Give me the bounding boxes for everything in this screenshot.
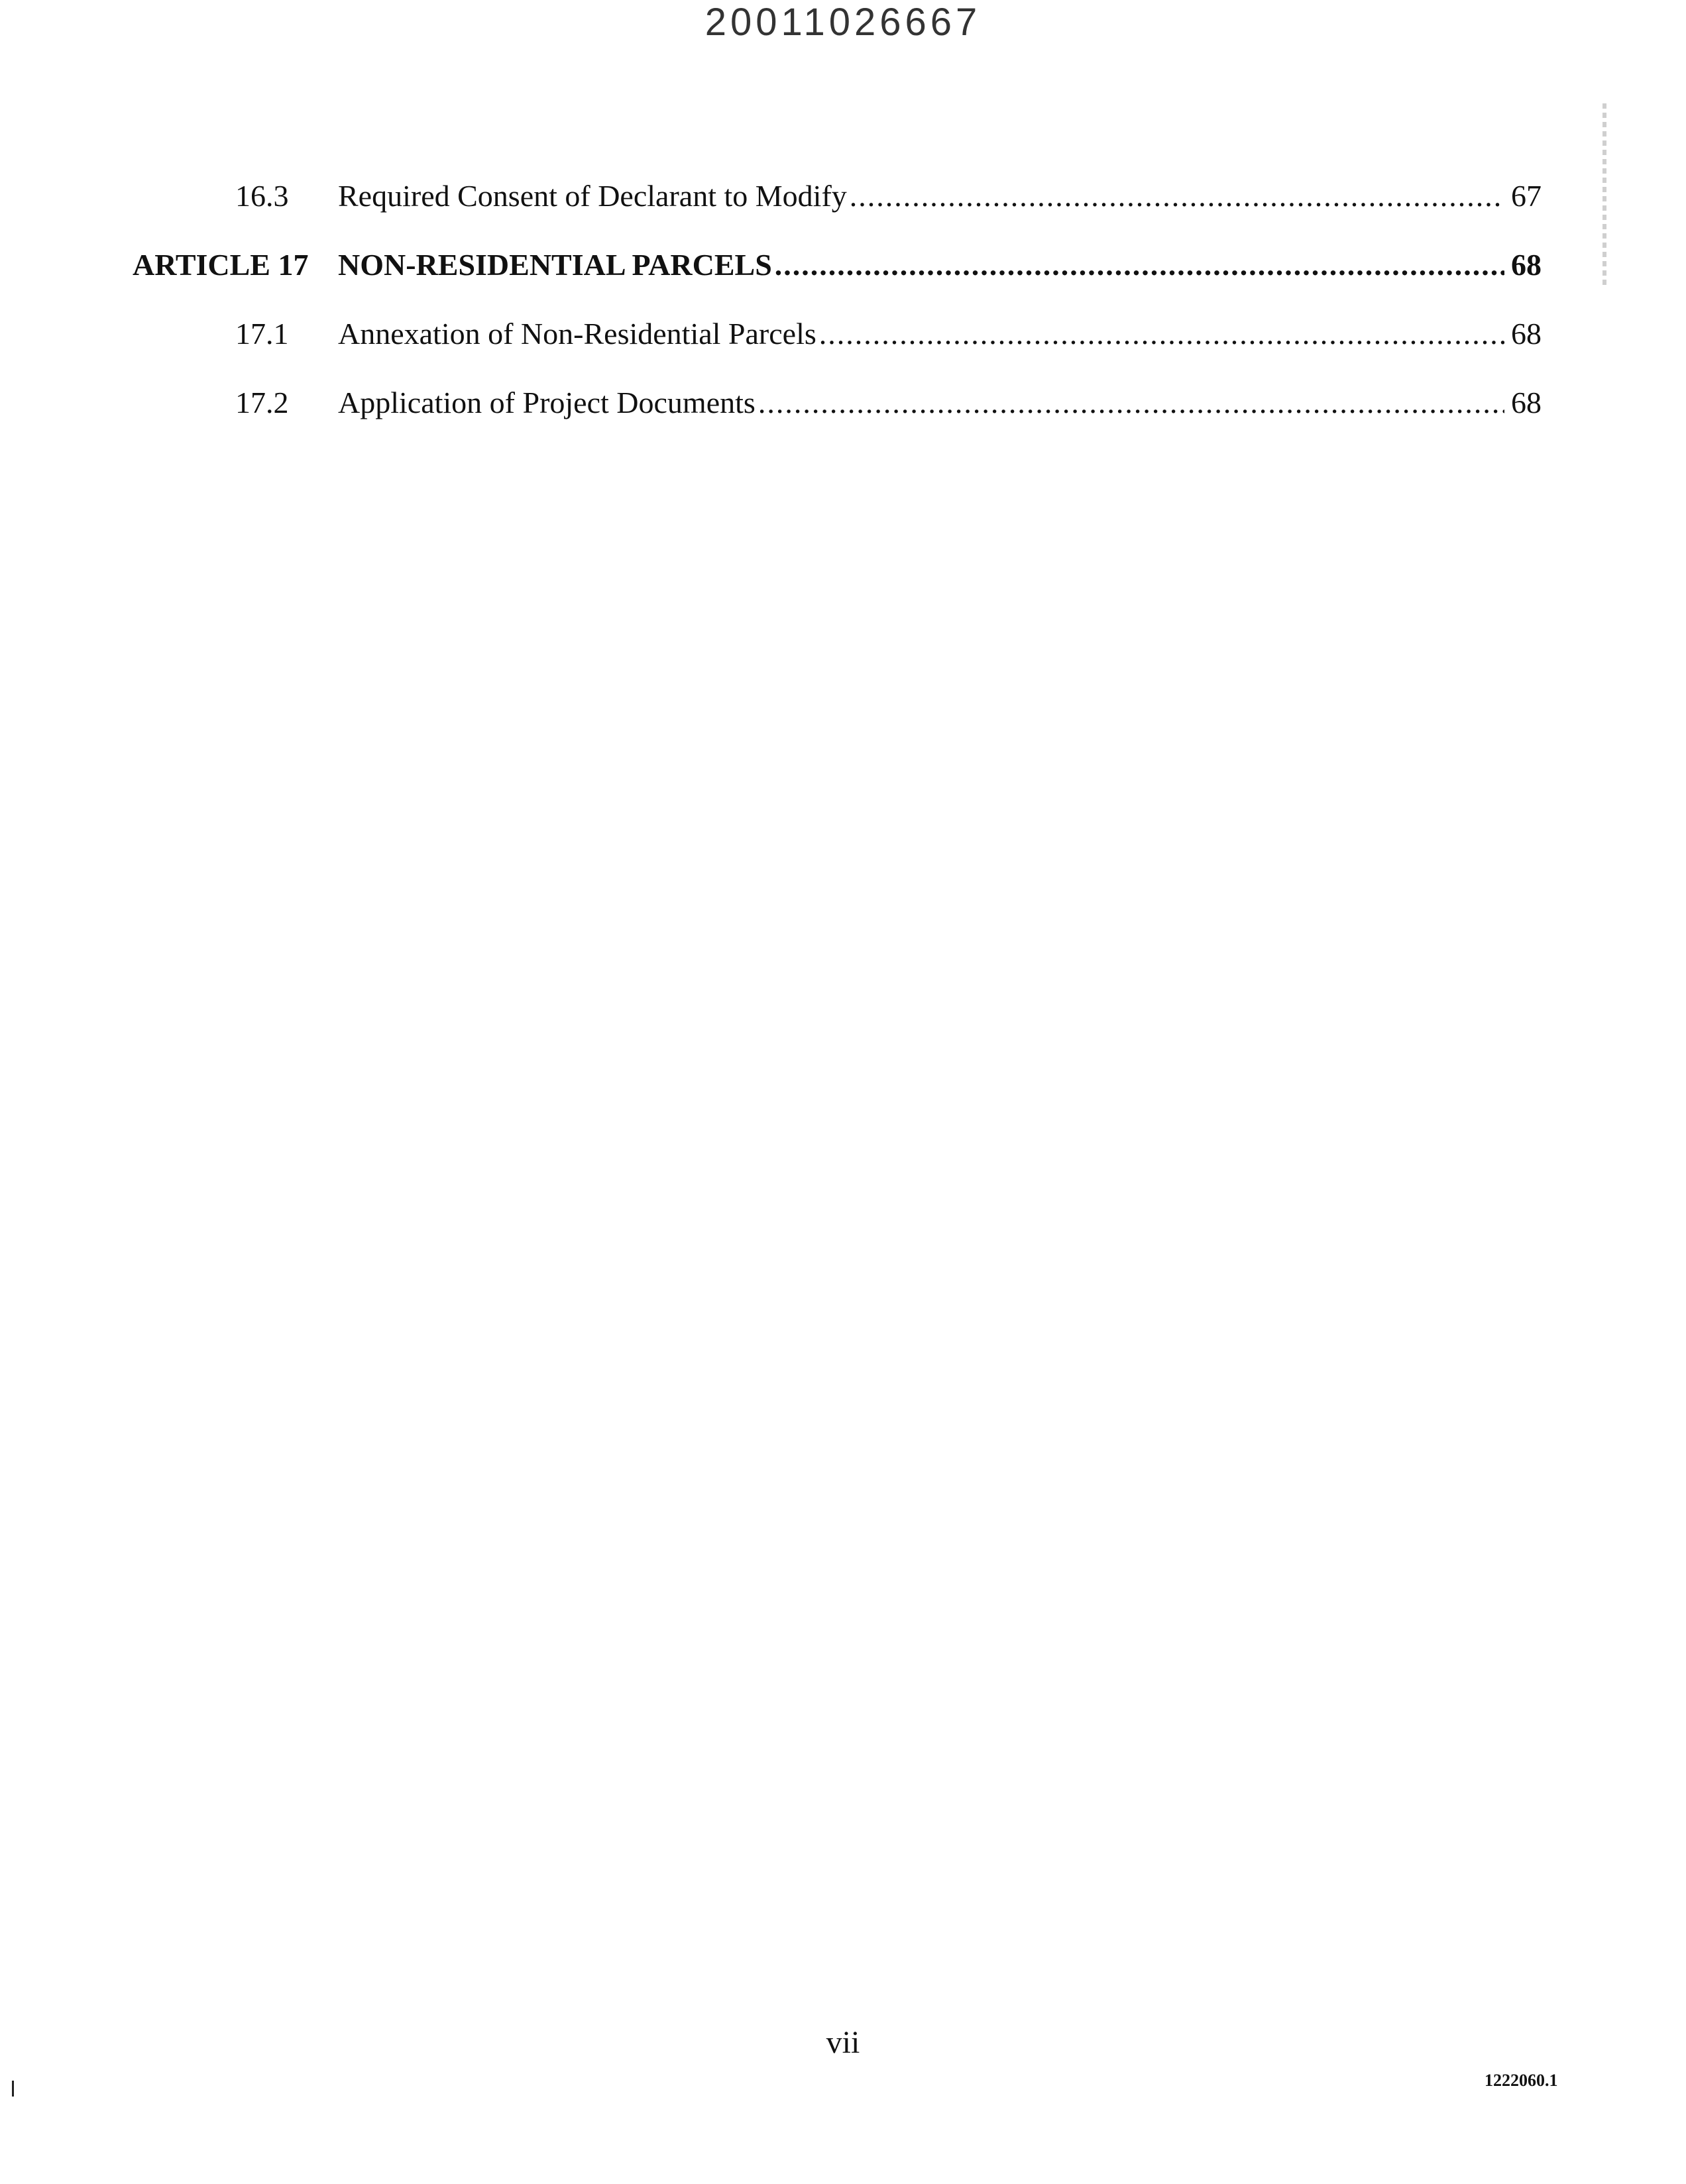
toc-entry-title-wrap bbox=[338, 248, 1511, 282]
toc-entry-17-1 bbox=[133, 317, 1551, 351]
toc-entry-title: Required Consent of Declarant to Modify bbox=[338, 179, 847, 213]
toc-entry-page: 67 bbox=[1511, 179, 1542, 213]
toc-entry-title-wrap bbox=[338, 386, 1511, 420]
toc-entry-page: 68 bbox=[1511, 317, 1542, 351]
toc-entry-16-3 bbox=[133, 179, 1551, 213]
edge-stamp-mark bbox=[1602, 99, 1622, 311]
toc-entry-number: ARTICLE 17 bbox=[133, 248, 309, 282]
dot-leader bbox=[819, 317, 1504, 351]
page-number: vii bbox=[826, 2025, 860, 2060]
toc-entry-page: 68 bbox=[1511, 248, 1542, 282]
dot-leader bbox=[775, 248, 1504, 282]
toc-entry-title-wrap bbox=[338, 317, 1511, 351]
toc-entry-number: 17.1 bbox=[235, 317, 289, 351]
recording-number: 20011026667 bbox=[704, 1, 982, 44]
toc-entry-title: Application of Project Documents bbox=[338, 386, 756, 419]
toc-entry-number: 16.3 bbox=[235, 179, 289, 213]
toc-entry-title: NON-RESIDENTIAL PARCELS bbox=[338, 248, 772, 282]
toc-entry-17-2 bbox=[133, 386, 1551, 420]
toc-entry-article-17 bbox=[133, 248, 1551, 282]
toc-entry-title-wrap bbox=[338, 179, 1511, 213]
document-id: 1222060.1 bbox=[1485, 2071, 1558, 2090]
toc-entry-title: Annexation of Non-Residential Parcels bbox=[338, 317, 816, 351]
toc-entry-page: 68 bbox=[1511, 386, 1542, 419]
margin-mark bbox=[12, 2081, 14, 2097]
dot-leader bbox=[850, 179, 1504, 213]
toc-entry-number: 17.2 bbox=[235, 386, 289, 419]
table-of-contents bbox=[133, 179, 1551, 455]
dot-leader bbox=[758, 386, 1504, 420]
